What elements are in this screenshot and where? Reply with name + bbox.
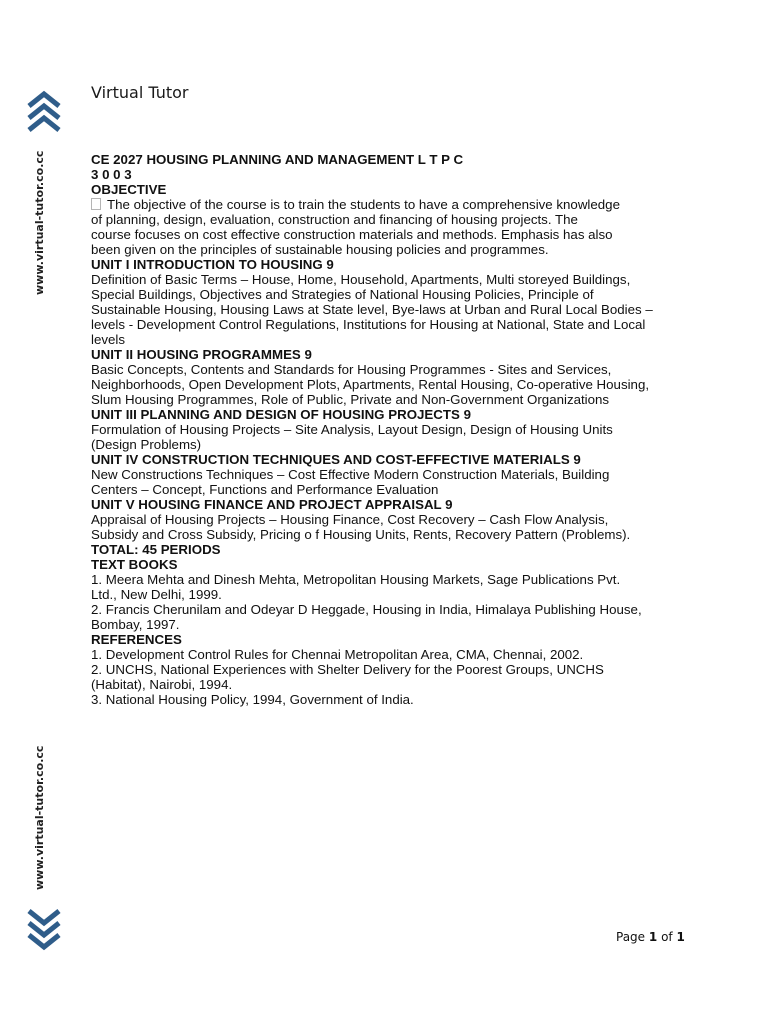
textbook-line: 2. Francis Cherunilam and Odeyar D Heggade, Housing in India, Himalaya Publishing House, <box>91 602 642 617</box>
unit-line: Definition of Basic Terms – House, Home, Household, Apartments, Multi storeyed Buildings, <box>91 272 631 287</box>
total-periods: TOTAL: 45 PERIODS <box>91 542 221 557</box>
unit-line: Neighborhoods, Open Development Plots, Apartments, Rental Housing, Co-operative Housing, <box>91 377 650 392</box>
unit-heading: UNIT V HOUSING FINANCE AND PROJECT APPRAISAL 9 <box>91 497 453 512</box>
unit-line: New Constructions Techniques – Cost Effective Modern Construction Materials, Building <box>91 467 610 482</box>
page-of-label: of <box>661 930 673 944</box>
unit-line: Basic Concepts, Contents and Standards for Housing Programmes - Sites and Services, <box>91 362 612 377</box>
textbook-line: 1. Meera Mehta and Dinesh Mehta, Metropolitan Housing Markets, Sage Publications Pvt. <box>91 572 621 587</box>
unit-line: Appraisal of Housing Projects – Housing Finance, Cost Recovery – Cash Flow Analysis, <box>91 512 609 527</box>
unit-heading: UNIT IV CONSTRUCTION TECHNIQUES AND COST-EFFECTIVE MATERIALS 9 <box>91 452 581 467</box>
chevron-down-logo-icon <box>26 905 62 951</box>
bullet-box-icon <box>91 198 101 210</box>
ltpc-values: 3 0 0 3 <box>91 167 132 182</box>
document-body <box>91 152 691 707</box>
unit-line: levels <box>91 332 125 347</box>
unit-line: Subsidy and Cross Subsidy, Pricing o f Housing Units, Rents, Recovery Pattern (Problems). <box>91 527 631 542</box>
objective-line: of planning, design, evaluation, construction and financing of housing projects. The <box>91 212 578 227</box>
unit-line: levels - Development Control Regulations, Institutions for Housing at National, State and Local <box>91 317 646 332</box>
objective-line: been given on the principles of sustainable housing policies and programmes. <box>91 242 549 257</box>
objective-line: course focuses on cost effective construction materials and methods. Emphasis has also <box>91 227 613 242</box>
page-indicator <box>616 930 685 944</box>
textbook-line: Ltd., New Delhi, 1999. <box>91 587 222 602</box>
unit-line: Sustainable Housing, Housing Laws at State level, Bye-laws at Urban and Rural Local Bodies – <box>91 302 653 317</box>
reference-line: 1. Development Control Rules for Chennai Metropolitan Area, CMA, Chennai, 2002. <box>91 647 584 662</box>
page-current: 1 <box>648 930 658 944</box>
unit-line: Special Buildings, Objectives and Strategies of National Housing Policies, Principle of <box>91 287 594 302</box>
unit-line: Slum Housing Programmes, Role of Public, Private and Non-Government Organizations <box>91 392 610 407</box>
objective-line <box>91 197 691 212</box>
objective-heading: OBJECTIVE <box>91 182 167 197</box>
unit-heading: UNIT I INTRODUCTION TO HOUSING 9 <box>91 257 334 272</box>
chevron-up-logo-icon <box>26 90 62 136</box>
brand-title: Virtual Tutor <box>91 83 189 102</box>
reference-line: (Habitat), Nairobi, 1994. <box>91 677 233 692</box>
unit-line: (Design Problems) <box>91 437 202 452</box>
reference-line: 3. National Housing Policy, 1994, Government of India. <box>91 692 414 707</box>
unit-line: Centers – Concept, Functions and Performance Evaluation <box>91 482 439 497</box>
page-total: 1 <box>676 930 685 944</box>
unit-line: Formulation of Housing Projects – Site Analysis, Layout Design, Design of Housing Units <box>91 422 613 437</box>
unit-heading: UNIT II HOUSING PROGRAMMES 9 <box>91 347 312 362</box>
textbooks-heading: TEXT BOOKS <box>91 557 178 572</box>
course-title: CE 2027 HOUSING PLANNING AND MANAGEMENT L T P C <box>91 152 464 167</box>
unit-heading: UNIT III PLANNING AND DESIGN OF HOUSING PROJECTS 9 <box>91 407 471 422</box>
references-heading: REFERENCES <box>91 632 182 647</box>
reference-line: 2. UNCHS, National Experiences with Shelter Delivery for the Poorest Groups, UNCHS <box>91 662 604 677</box>
side-url-top: www.virtual-tutor.co.cc <box>33 150 46 295</box>
side-url-bottom: www.virtual-tutor.co.cc <box>33 745 46 890</box>
objective-text: The objective of the course is to train the students to have a comprehensive knowledge <box>107 197 620 212</box>
page-label: Page <box>616 930 646 944</box>
textbook-line: Bombay, 1997. <box>91 617 180 632</box>
